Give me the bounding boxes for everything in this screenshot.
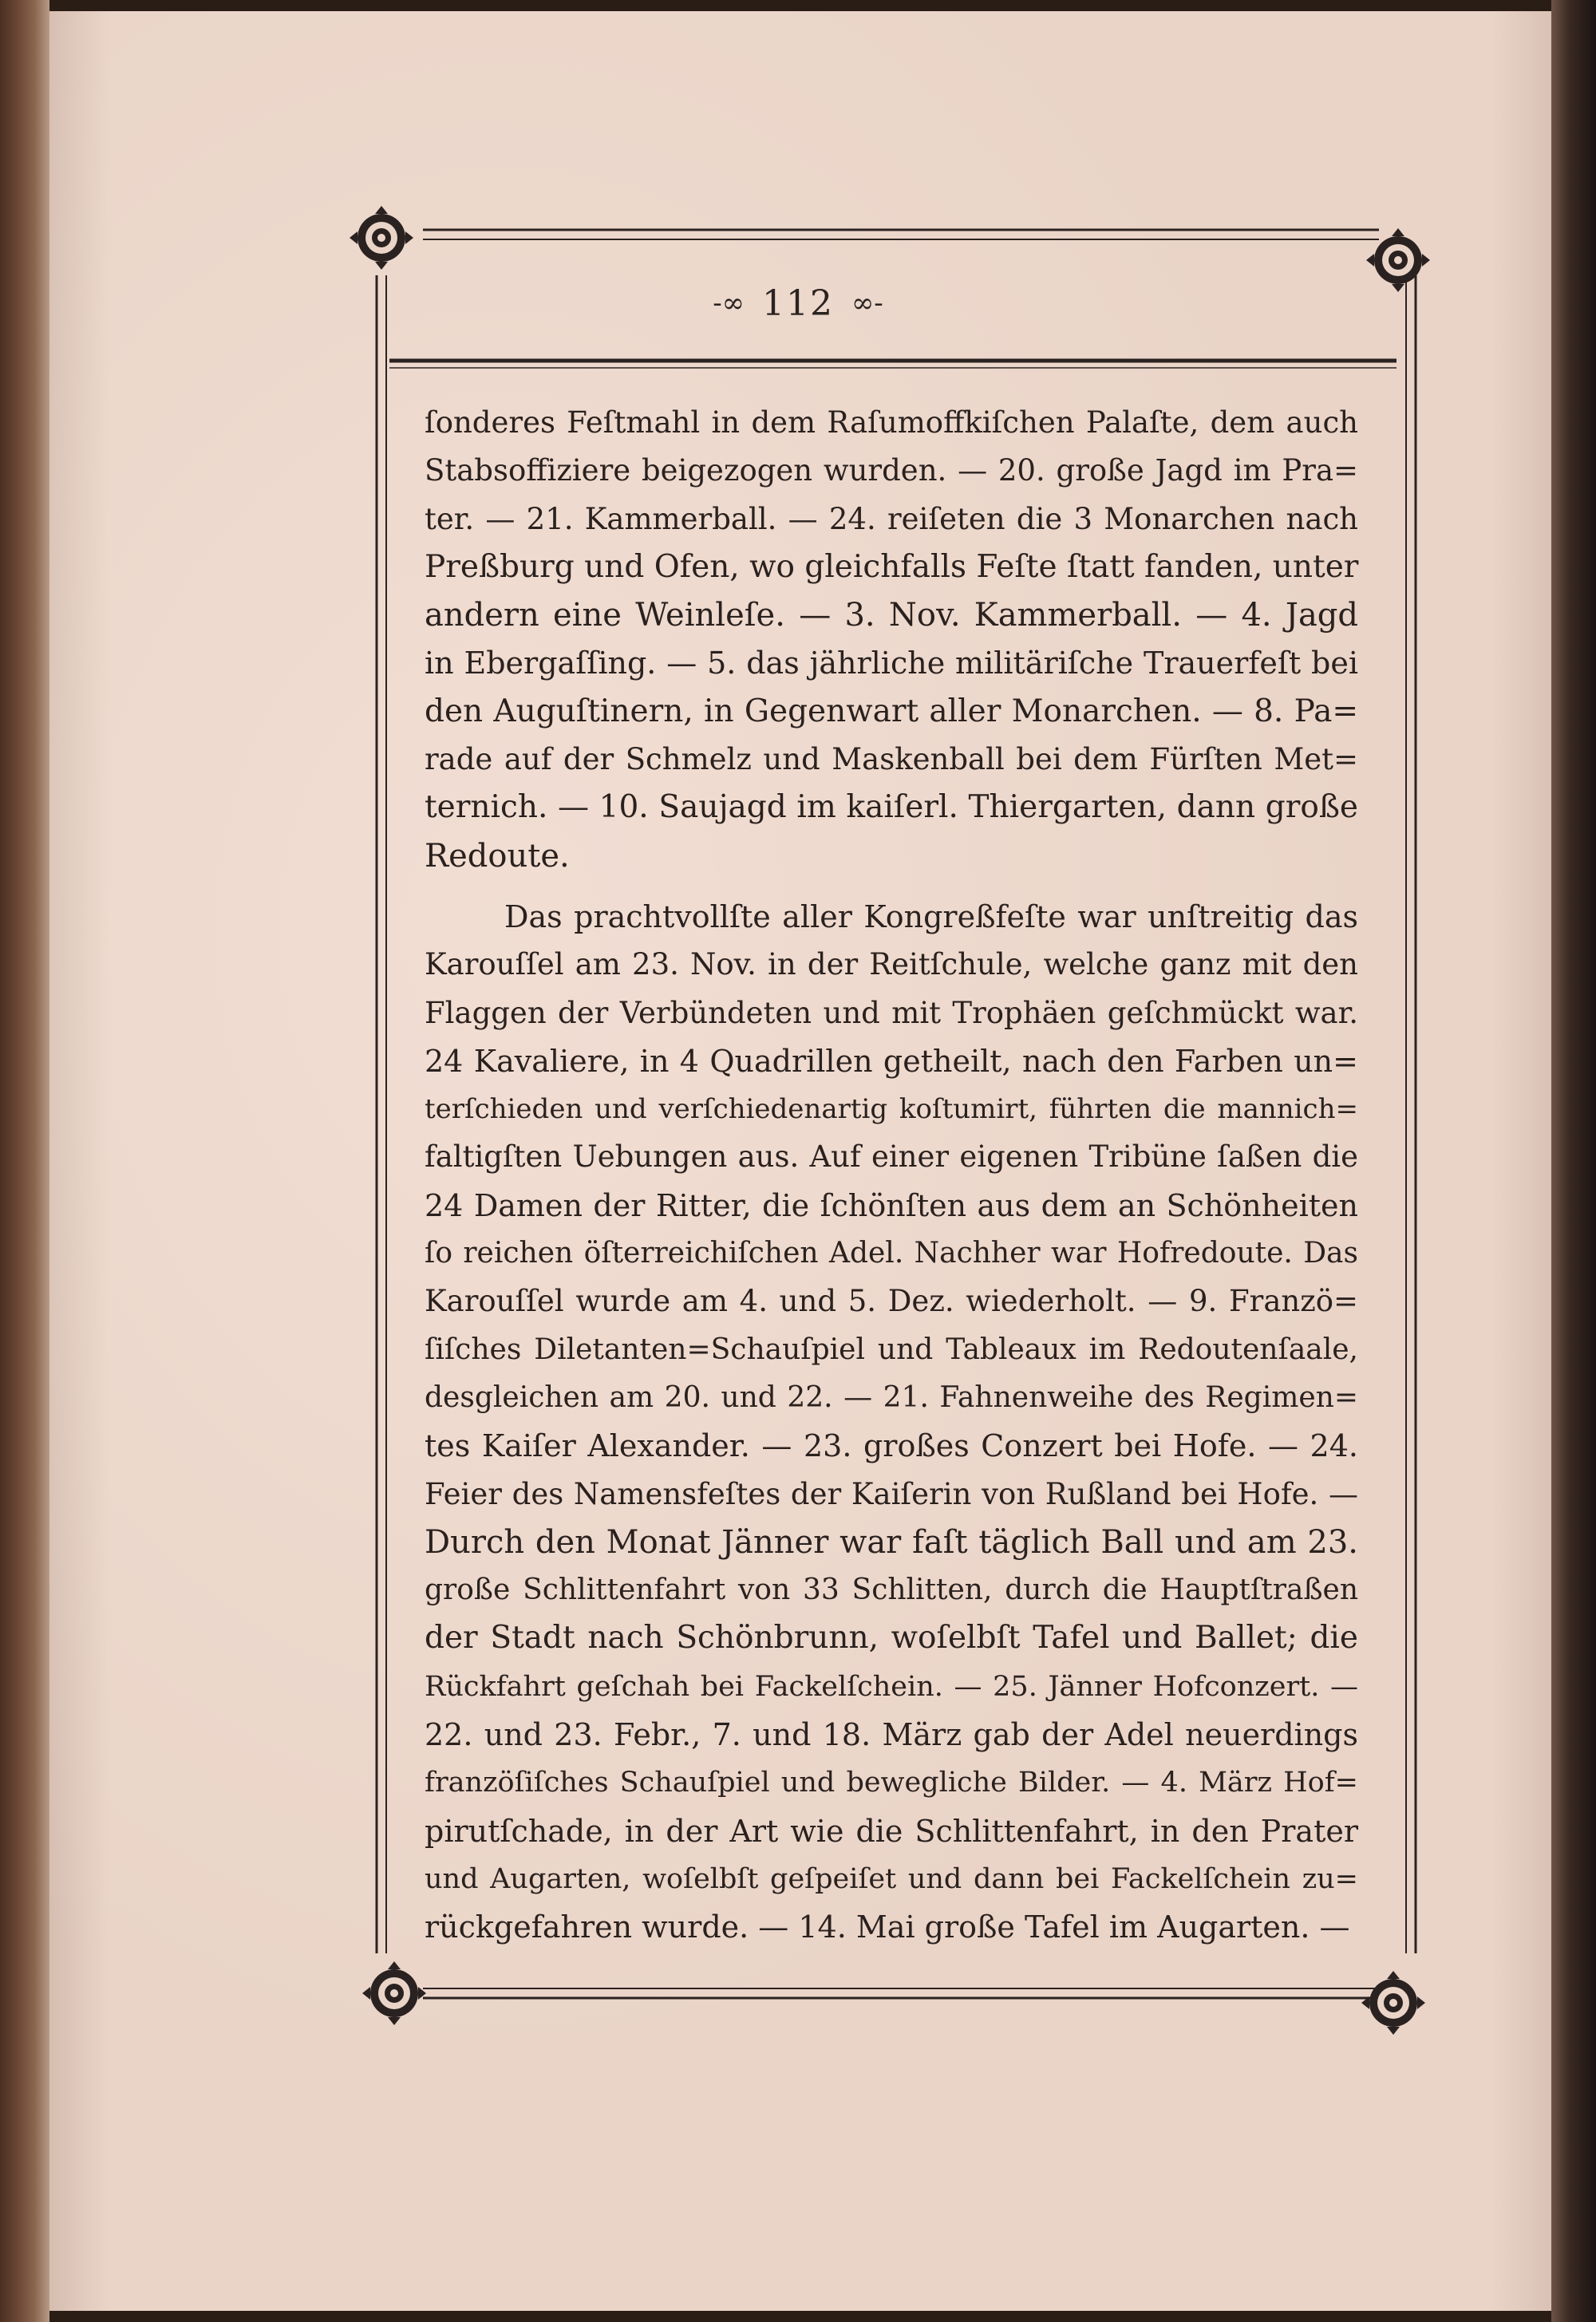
text-line: terſchieden und verſchiedenartig koſtumirt, führten die mannich= [425,1093,1358,1126]
page-number: 112 [762,282,834,324]
text-line: tes Kaiſer Alexander. — 23. großes Conzert bei Hofe. — 24. [425,1428,1358,1464]
corner-ornament-icon [1361,1971,1425,2035]
text-line: Preßburg und Ofen, wo gleichfalls Feſte ſtatt fanden, unter [425,548,1359,585]
text-line: Rückfahrt geſchah bei Fackelſchein. — 25. Jänner Hofconzert. — [425,1670,1358,1703]
header-right-ornament-icon: ∞- [851,287,883,319]
text-line: ter. — 21. Kammerball. — 24. reiſeten die 3 Monarchen nach [425,501,1358,536]
text-line: der Stadt nach Schönbrunn, woſelbſt Tafel und Ballet; die [425,1620,1358,1657]
corner-ornament-icon [1366,228,1430,292]
text-line: franzöſiſches Schauſpiel und bewegliche Bilder. — 4. März Hof= [425,1767,1358,1799]
text-line: Karouſſel am 23. Nov. in der Reitſchule, welche ganz mit den [425,947,1358,982]
text-line: große Schlittenfahrt von 33 Schlitten, durch die Hauptſtraßen [425,1574,1358,1607]
text-line: pirutſchade, in der Art wie die Schlittenfahrt, in den Prater [425,1813,1358,1849]
text-line: rade auf der Schmelz und Maskenball bei dem Fürſten Met= [425,742,1358,777]
text-line: den Auguſtinern, in Gegenwart aller Monarchen. — 8. Pa= [425,693,1358,729]
text-line: 24 Kavaliere, in 4 Quadrillen getheilt, nach den Farben un= [425,1043,1358,1079]
text-line: rückgefahren wurde. — 14. Mai große Tafel im Augarten. — [425,1909,1350,1945]
paragraph-1 [425,399,1358,880]
text-line: ſiſches Diletanten=Schauſpiel und Tableaux im Redoutenſaale, [425,1333,1358,1366]
text-line: ternich. — 10. Saujagd im kaiſerl. Thiergarten, dann große [425,789,1358,826]
text-line: desgleichen am 20. und 22. — 21. Fahnenweihe des Regimen= [425,1380,1358,1414]
text-line: andern eine Weinleſe. — 3. Nov. Kammerball. — 4. Jagd [425,597,1358,634]
text-line: Flaggen der Verbündeten und mit Trophäen geſchmückt war. [425,995,1358,1030]
header-left-ornament-icon: -∞ [713,287,745,319]
text-line: und Augarten, woſelbſt geſpeiſet und dann bei Fackelſchein zu= [425,1862,1358,1895]
text-line: Das prachtvollſte aller Kongreßfeſte war unſtreitig das [504,898,1358,934]
paragraph-2 [425,893,1358,1952]
text-line: Redoute. [425,837,570,875]
corner-ornament-icon [350,206,413,270]
text-line: Karouſſel wurde am 4. und 5. Dez. wiederholt. — 9. Franzö= [425,1284,1358,1319]
text-line: Durch den Monat Jänner war faſt täglich Ball und am 23. [425,1523,1358,1561]
text-line: 24 Damen der Ritter, die ſchönſten aus dem an Schönheiten [425,1187,1358,1223]
text-line: Stabsoffiziere beigezogen wurden. — 20. große Jagd im Pra= [425,453,1358,488]
text-line: faltigſten Uebungen aus. Auf einer eigenen Tribüne ſaßen die [425,1139,1358,1175]
text-line: 22. und 23. Febr., 7. und 18. März gab der Adel neuerdings [425,1717,1358,1753]
page-header [383,279,1213,327]
text-line: in Ebergaſſing. — 5. das jährliche militäriſche Trauerfeſt bei [425,646,1358,681]
body-text [425,399,1358,1952]
text-line: ſo reichen öſterreichiſchen Adel. Nachher war Hofredoute. Das [425,1237,1358,1270]
text-line: ſonderes Feſtmahl in dem Raſumoffkiſchen Palaſte, dem auch [425,405,1358,440]
corner-ornament-icon [362,1961,426,2025]
text-line: Feier des Namensfeſtes der Kaiſerin von Rußland bei Hofe. — [425,1476,1358,1511]
